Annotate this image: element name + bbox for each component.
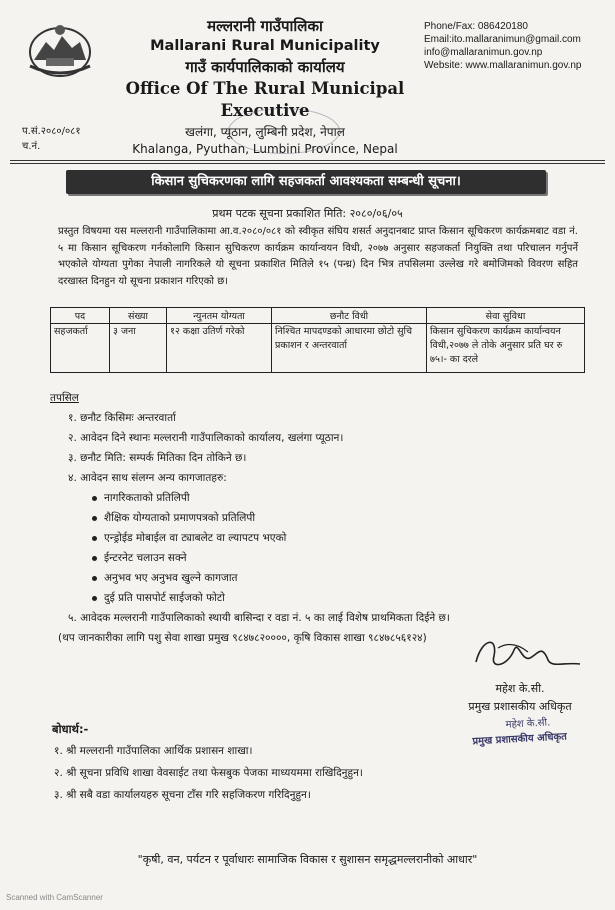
signatory-block bbox=[440, 680, 600, 716]
address-np: खलंगा, प्यूठान, लुम्बिनी प्रदेश, नेपाल bbox=[185, 125, 345, 139]
list-item: नागरिकताको प्रतिलिपी bbox=[92, 488, 595, 508]
copy-to-item: १. श्री मल्लरानी गाउँपालिका आर्थिक प्रशासन शाखा। bbox=[54, 745, 253, 757]
list-item: शैक्षिक योग्यताको प्रमाणपत्रको प्रतिलिपी bbox=[92, 508, 595, 528]
nepal-emblem-icon bbox=[24, 18, 96, 80]
signatory-title: प्रमुख प्रशासकीय अधिकृत bbox=[468, 700, 572, 713]
cell-selection: निश्चित मापदण्डको आधारमा छोटो सुचि प्रकाशन र अन्तरवार्ता bbox=[272, 324, 427, 373]
scanner-watermark: Scanned with CamScanner bbox=[6, 893, 103, 902]
copy-to-heading: बोधार्थ:- bbox=[52, 722, 89, 736]
cell-count: ३ जना bbox=[110, 324, 167, 373]
list-item: ईन्टरनेट चलाउन सक्ने bbox=[92, 548, 595, 568]
stamp-name: महेश के.सी. bbox=[505, 717, 551, 731]
contact-email-2: info@mallaranimun.gov.np bbox=[424, 47, 543, 58]
notice-body: प्रस्तुत विषयमा यस मल्लरानी गाउँपालिकामा आ.व.२०८०/०८१ को स्वीकृत संघिय शसर्त अनुदानबाट प्राप्त किसान सूचिकरण कार्यक्रमबाट वडा नं. ५ मा किसान सूचिकरण गर्नकोलागि किसान सुचिकरण कार्यक्रम कार्यान्वयन विधी, २०७७ अनुसार सहजकर्ता नियुक्ति तथा परिचालन गर्नुपर्ने भएकोले योग्यता पुगेका नेपाली नागरिकले यो सूचना प्रकाशित मितिले १५ (पन्ध्र) दिन भित्र तपसिलमा उल्लेख गरे बमोजिमको विवरण सहित दरखास्त दिनहुन यो सूचना प्रकाशन गरिएको छ। bbox=[58, 226, 578, 287]
municipality-name-en: Mallarani Rural Municipality bbox=[150, 38, 380, 54]
office-seal-stamp bbox=[228, 108, 340, 154]
copy-to-item: ३. श्री सबै वडा कार्यालयहरु सूचना टाँस गरि सहजिकरण गरिदिनुहुन। bbox=[54, 789, 311, 801]
office-name-np: गाउँ कार्यपालिकाको कार्यालय bbox=[185, 58, 345, 76]
table-row bbox=[51, 324, 585, 373]
contact-phone: Phone/Fax: 086420180 bbox=[424, 21, 528, 32]
header-divider bbox=[10, 160, 605, 161]
col-qualification: न्युनतम योग्यता bbox=[167, 308, 272, 324]
detail-item: ३. छनौट मिति: सम्पर्क मितिका दिन तोकिने छ। bbox=[68, 452, 247, 464]
stamp-title: प्रमुख प्रशासकीय अधिकृत bbox=[472, 731, 568, 748]
cell-post: सहजकर्ता bbox=[51, 324, 110, 373]
list-item: एन्ड्रोईड मोबाईल वा ट्याबलेट वा ल्यापटप भएको bbox=[92, 528, 595, 548]
details-heading: तपसिल bbox=[50, 392, 79, 404]
signature-icon bbox=[468, 632, 588, 674]
footer-motto: "कृषी, वन, पर्यटन र पूर्वाधारः सामाजिक विकास र सुशासन समृद्धमल्लरानीको आधार" bbox=[137, 853, 478, 866]
copy-to-item: २. श्री सूचना प्रविधि शाखा वेवसाईट तथा फेसबुक पेजका माध्ययममा राखिदिनुहुन। bbox=[54, 767, 363, 779]
contact-email: Email:ito.mallaranimun@gmail.com bbox=[424, 34, 581, 45]
chalani-number: च.नं. bbox=[22, 141, 41, 152]
signatory-name: महेश के.सी. bbox=[495, 682, 545, 695]
municipality-name-np: मल्लरानी गाउँपालिका bbox=[207, 17, 323, 35]
patra-sankhya: प.सं.२०८०/०८१ bbox=[22, 126, 81, 137]
header-divider-2 bbox=[10, 163, 605, 164]
notice-title: किसान सुचिकरणका लागि सहजकर्ता आवश्यकता सम्बन्धी सूचना। bbox=[66, 170, 546, 194]
address-en: Khalanga, Pyuthan, Lumbini Province, Nepal bbox=[132, 142, 398, 156]
cell-qualification: १२ कक्षा उतिर्ण गरेको bbox=[167, 324, 272, 373]
col-selection: छनौट विधी bbox=[272, 308, 427, 324]
detail-item: ४. आवेदन साथ संलग्न अन्य कागजातहरु: bbox=[68, 472, 227, 484]
details-section bbox=[50, 388, 595, 648]
table-header-row bbox=[51, 308, 585, 324]
contact-note: (थप जानकारीका लागि पशु सेवा शाखा प्रमुख ९८४७८२००००, कृषि विकास शाखा ९८४७८५६१२४) bbox=[58, 632, 427, 644]
cell-facility: किसान सुचिकरण कार्यक्रम कार्यान्वयन विधी,२०७७ ले तोके अनुसार प्रति घर रु ७५।- का दरले bbox=[427, 324, 585, 373]
copy-to-section bbox=[52, 718, 572, 806]
col-facility: सेवा सुविधा bbox=[427, 308, 585, 324]
vacancy-table bbox=[50, 307, 585, 373]
contact-website: Website: www.mallaranimun.gov.np bbox=[424, 60, 582, 71]
list-item: अनुभव भए अनुभव खुल्ने कागजात bbox=[92, 568, 595, 588]
publication-date: प्रथम पटक सूचना प्रकाशित मिति: २०८०/०६/०५ bbox=[212, 207, 403, 220]
office-name-en: Office Of The Rural Municipal Executive bbox=[125, 79, 405, 120]
col-count: संख्या bbox=[110, 308, 167, 324]
detail-item: ५. आवेदक मल्लरानी गाउँपालिकाको स्थायी बासिन्दा र वडा नं. ५ का लाई विशेष प्राथमिकता दिईने छ। bbox=[68, 612, 450, 624]
detail-item: १. छनौट किसिमः अन्तरवार्ता bbox=[68, 412, 176, 424]
detail-item: २. आवेदन दिने स्थानः मल्लरानी गाउँपालिकाको कार्यालय, खलंगा प्यूठान। bbox=[68, 432, 344, 444]
col-post: पद bbox=[51, 308, 110, 324]
documents-list bbox=[50, 488, 595, 608]
list-item: दुई प्रति पासपोर्ट साईजको फोटो bbox=[92, 588, 595, 608]
contact-block bbox=[424, 20, 581, 72]
reference-numbers bbox=[22, 124, 81, 154]
